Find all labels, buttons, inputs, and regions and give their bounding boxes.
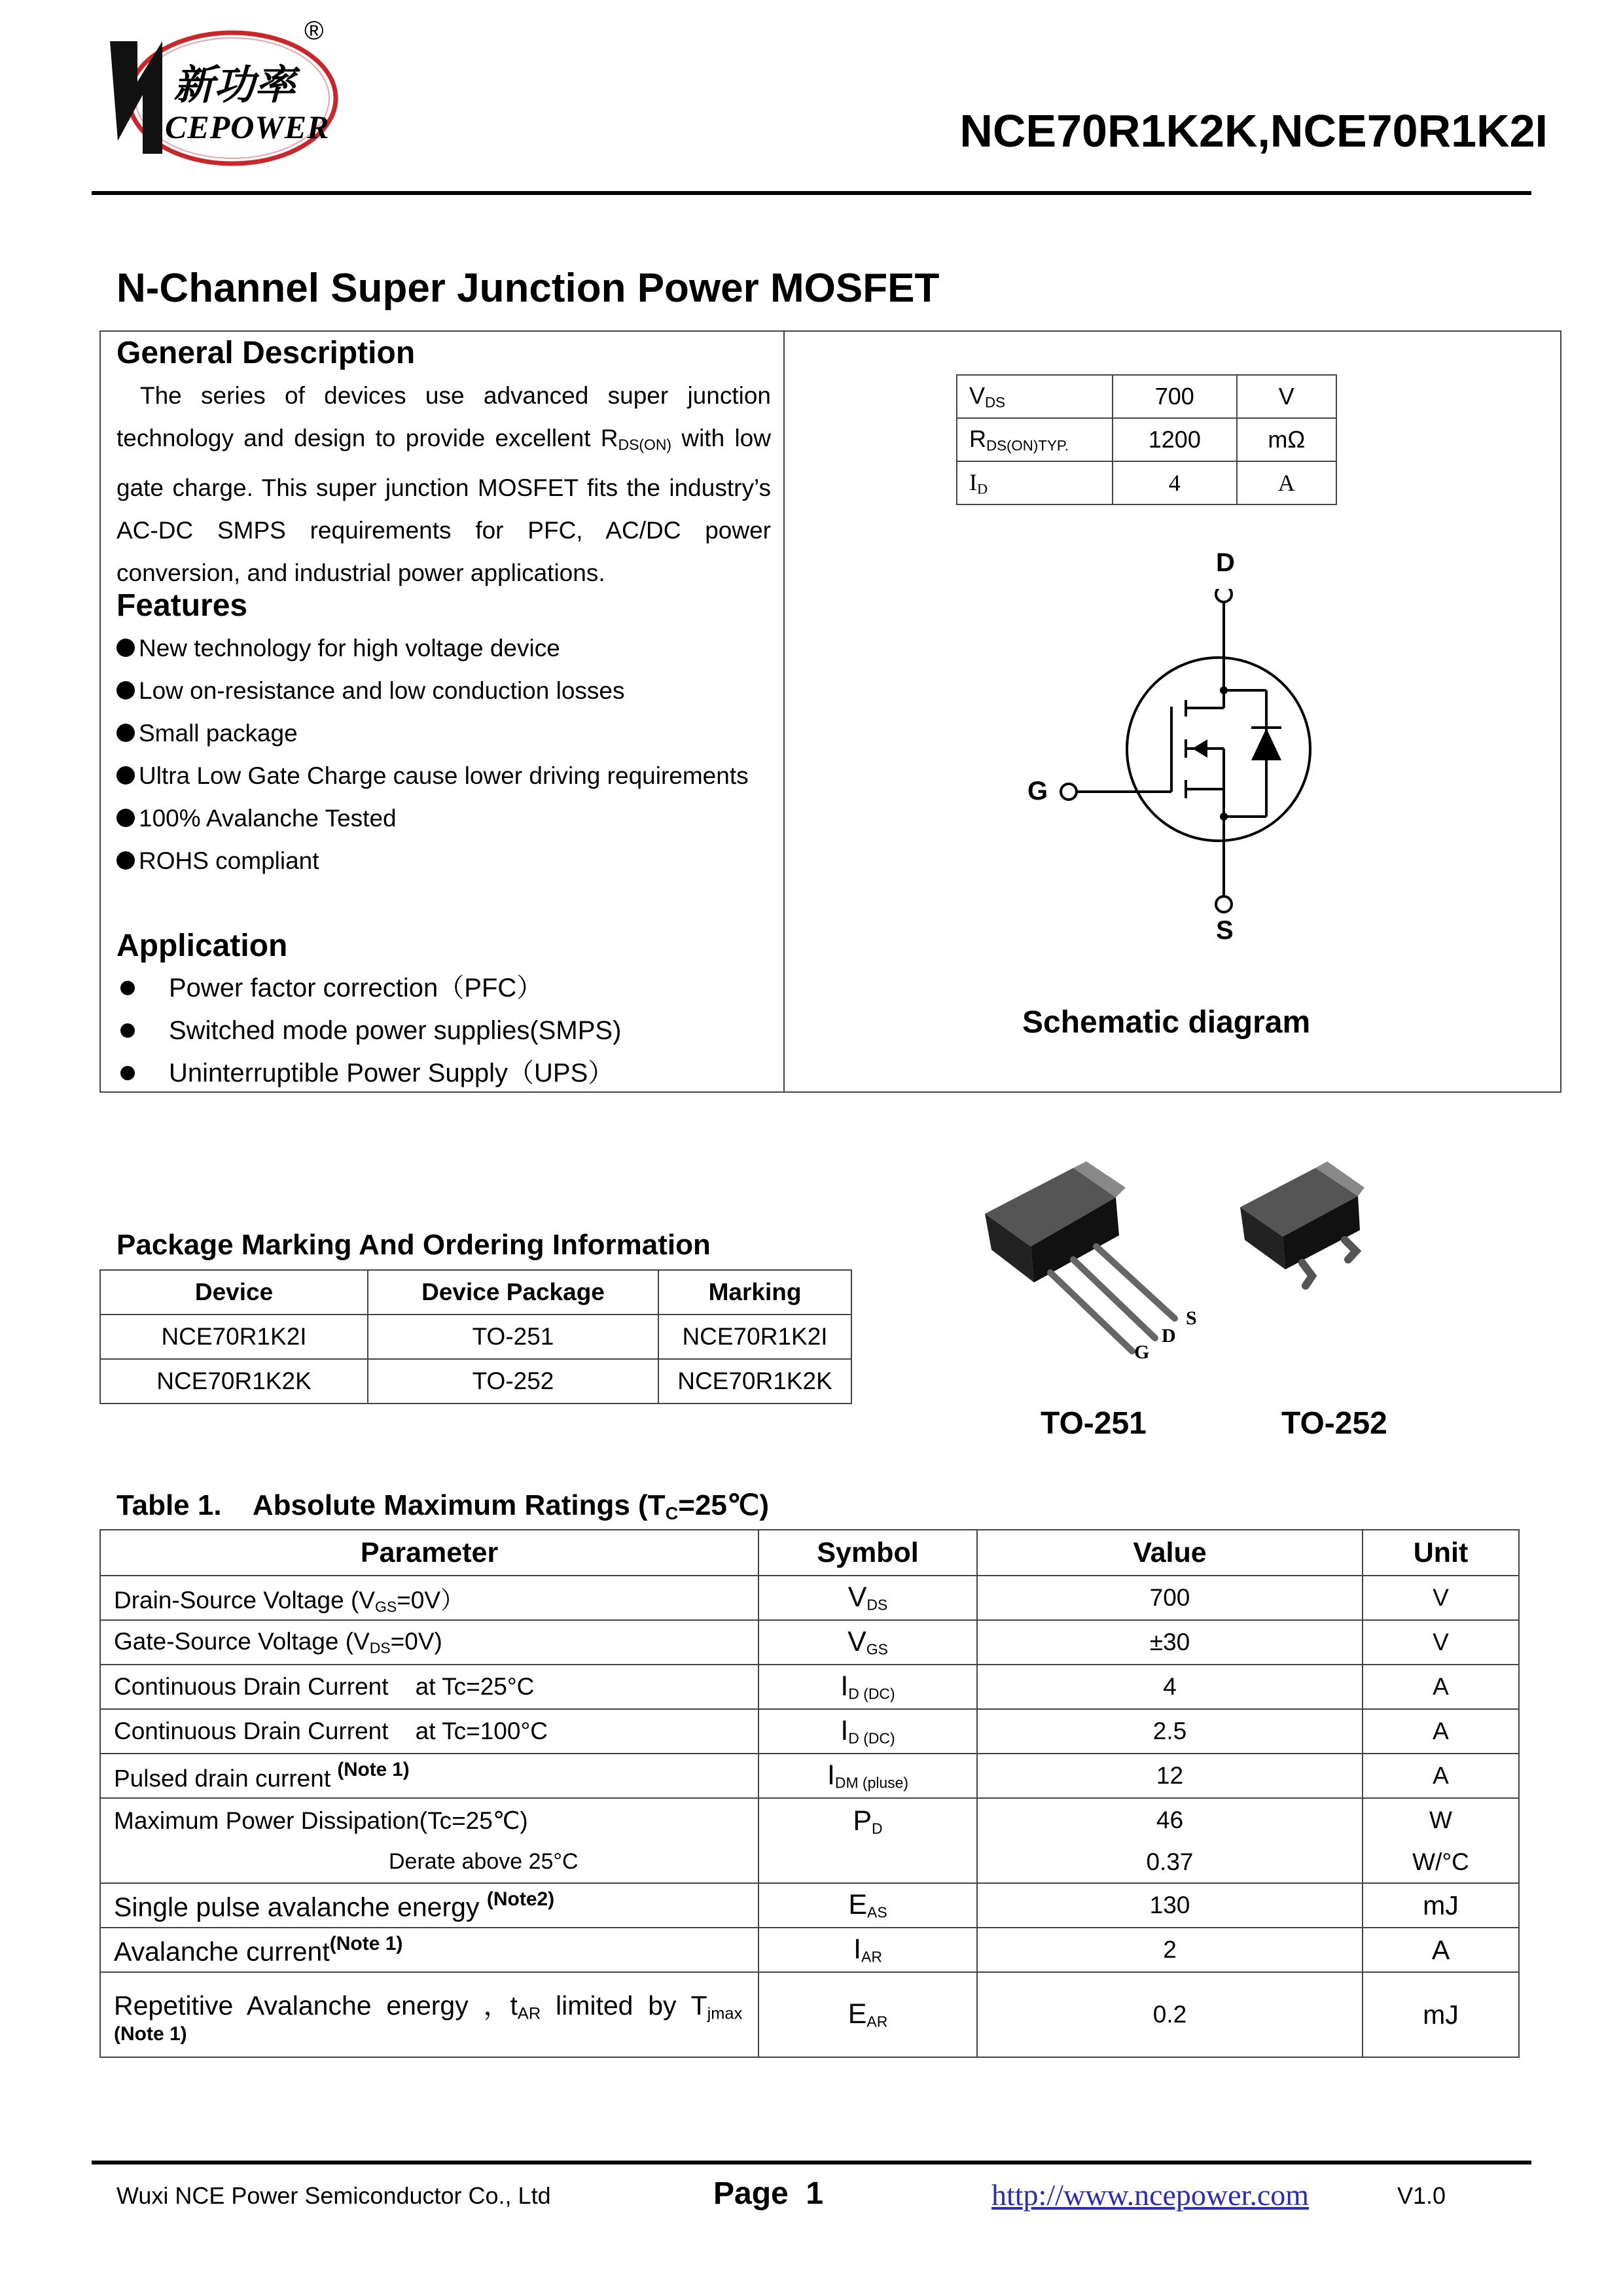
symbol-cell: $I_{D (DC)}$: [758, 1709, 977, 1754]
schematic-caption: Schematic diagram: [1022, 1005, 1311, 1040]
mosfet-schematic: [1021, 589, 1335, 955]
symbol-cell: $E_{AS}$: [758, 1883, 977, 1928]
package-pin-s: S: [1186, 1307, 1197, 1329]
ordering-table: [99, 1269, 852, 1404]
registered-mark: ®: [304, 16, 324, 45]
parameter-cell: Single pulse avalanche energy $^{(Note2)}$: [100, 1883, 758, 1928]
spec-symbol: $R_{DS(ON)TYP.}$: [957, 418, 1113, 461]
parameter-cell: Drain-Source Voltage $(V_{GS}=0V)$: [100, 1576, 758, 1620]
package-pin-g: G: [1134, 1341, 1150, 1363]
table-cell: TO-251: [368, 1315, 658, 1359]
table-row: [100, 1709, 1519, 1754]
bullet-icon: [120, 981, 135, 995]
application-heading: Application: [116, 928, 288, 963]
general-description-heading: General Description: [116, 336, 416, 370]
column-header: Value: [977, 1530, 1363, 1576]
application-item: Uninterruptible Power Supply（UPS）: [116, 1052, 621, 1095]
unit-cell: A: [1363, 1709, 1519, 1754]
key-spec-table: [956, 374, 1337, 505]
unit-cell: mJ: [1363, 1883, 1519, 1928]
symbol-cell: $P_D$: [758, 1798, 977, 1883]
value-cell: 700: [977, 1576, 1363, 1620]
value-cell: 130: [977, 1883, 1363, 1928]
application-item: Switched mode power supplies(SMPS): [116, 1010, 621, 1052]
bullet-icon: [116, 766, 135, 785]
column-header: Marking: [658, 1270, 851, 1315]
table-row: [100, 1620, 1519, 1665]
table-row: [100, 1798, 1519, 1883]
table-row: [100, 1359, 851, 1404]
table-cell: NCE70R1K2K: [100, 1359, 368, 1404]
symbol-cell: $V_{DS}$: [758, 1576, 977, 1620]
parameter-cell: Continuous Drain Current at Tc=100°C: [100, 1709, 758, 1754]
value-cell: 2.5: [977, 1709, 1363, 1754]
unit-cell: A: [1363, 1754, 1519, 1798]
company-logo: [92, 16, 340, 170]
symbol-cell: $E_{AR}$: [758, 1972, 977, 2057]
features-heading: Features: [116, 588, 248, 623]
parameter-cell: Pulsed drain current $^{(Note 1)}$: [100, 1754, 758, 1798]
value-cell: 12: [977, 1754, 1363, 1798]
spec-value: 4: [1113, 461, 1237, 504]
bullet-icon: [116, 681, 135, 699]
ordering-heading: Package Marking And Ordering Information: [116, 1229, 711, 1261]
feature-item: Low on-resistance and low conduction losses: [116, 669, 749, 712]
table-cell: NCE70R1K2K: [658, 1359, 851, 1404]
symbol-cell: $I_{AR}$: [758, 1928, 977, 1972]
column-header: Unit: [1363, 1530, 1519, 1576]
value-cell: 4: [977, 1665, 1363, 1709]
table-row: [100, 1883, 1519, 1928]
application-list: [116, 967, 621, 1095]
value-cell: 0.2: [977, 1972, 1363, 2057]
column-header: Parameter: [100, 1530, 758, 1576]
feature-item: ROHS compliant: [116, 839, 749, 882]
application-item: Power factor correction（PFC）: [116, 967, 621, 1010]
footer-rule: [92, 2161, 1531, 2164]
table-row: [957, 461, 1336, 504]
bullet-icon: [120, 1066, 135, 1080]
unit-cell: A: [1363, 1928, 1519, 1972]
parameter-cell: Gate-Source Voltage $(V_{DS}=0V)$: [100, 1620, 758, 1665]
unit-cell: W W/°C: [1363, 1798, 1519, 1883]
footer-page-number: Page 1: [713, 2176, 824, 2211]
value-cell: ±30: [977, 1620, 1363, 1665]
absolute-maximum-ratings-table: [99, 1529, 1520, 2058]
value-cell: 2: [977, 1928, 1363, 1972]
table-row: [100, 1928, 1519, 1972]
table-cell: NCE70R1K2I: [100, 1315, 368, 1359]
bullet-icon: [120, 1023, 135, 1038]
part-number: NCE70R1K2K,NCE70R1K2I: [959, 105, 1548, 156]
spec-symbol: $V_{DS}$: [957, 375, 1113, 418]
table-row: [957, 375, 1336, 418]
spec-value: 700: [1113, 375, 1237, 418]
table-row: [957, 418, 1336, 461]
table-header-row: [100, 1270, 851, 1315]
header-rule: [92, 191, 1531, 195]
unit-cell: A: [1363, 1665, 1519, 1709]
schematic-pin-g: G: [1027, 777, 1048, 805]
parameter-cell: Avalanche current$^{(Note 1)}$: [100, 1928, 758, 1972]
column-header: Symbol: [758, 1530, 977, 1576]
column-header: Device Package: [368, 1270, 658, 1315]
symbol-cell: $I_{DM (pluse)}$: [758, 1754, 977, 1798]
table-row: [100, 1665, 1519, 1709]
to252-label: TO-252: [1281, 1406, 1387, 1441]
spec-unit: V: [1237, 375, 1336, 418]
features-list: [116, 627, 749, 882]
bullet-icon: [116, 724, 135, 742]
unit-cell: V: [1363, 1576, 1519, 1620]
footer-company: Wuxi NCE Power Semiconductor Co., Ltd: [116, 2182, 551, 2209]
page-title: N-Channel Super Junction Power MOSFET: [116, 266, 940, 311]
general-description-text: The series of devices use advanced super junction technology and design to provide excellent $R_{DS(ON)}$ with low gate charge. This super junction MOSFET fits the industry’s AC-DC SMPS requirements for PFC, AC/DC power conversion, and industrial power applications.: [116, 382, 771, 586]
schematic-pin-s: S: [1216, 916, 1234, 945]
value-cell: 46 0.37: [977, 1798, 1363, 1883]
bullet-icon: [116, 639, 135, 657]
logo-chinese-name: 新功率: [173, 63, 296, 108]
logo-english-name: CEPOWER: [165, 109, 330, 145]
package-pin-d: D: [1162, 1325, 1176, 1347]
unit-cell: mJ: [1363, 1972, 1519, 2057]
feature-item: Ultra Low Gate Charge cause lower driving requirements: [116, 754, 749, 797]
spec-unit: mΩ: [1237, 418, 1336, 461]
feature-item: 100% Avalanche Tested: [116, 797, 749, 839]
schematic-pin-d: D: [1216, 548, 1235, 577]
to251-label: TO-251: [1041, 1406, 1147, 1441]
table-row: [100, 1754, 1519, 1798]
spec-unit: A: [1237, 461, 1336, 504]
symbol-cell: $I_{D (DC)}$: [758, 1665, 977, 1709]
footer-version: V1.0: [1397, 2182, 1446, 2209]
table-cell: NCE70R1K2I: [658, 1315, 851, 1359]
table-row: [100, 1576, 1519, 1620]
overview-divider: [783, 330, 785, 1093]
parameter-cell: Maximum Power Dissipation(Tc=25℃) Derate above 25°C: [100, 1798, 758, 1883]
table-row: [100, 1315, 851, 1359]
table-row: [100, 1972, 1519, 2057]
parameter-cell: Repetitive Avalanche energy ，$t_{AR}$ limited by $T_{jmax}$ (Note 1): [100, 1972, 758, 2057]
amr-title: Table 1. Absolute Maximum Ratings $(T_C=25℃)$: [116, 1489, 769, 1523]
symbol-cell: $V_{GS}$: [758, 1620, 977, 1665]
feature-item: New technology for high voltage device: [116, 627, 749, 669]
parameter-cell: Continuous Drain Current at Tc=25°C: [100, 1665, 758, 1709]
spec-value: 1200: [1113, 418, 1237, 461]
bullet-icon: [116, 809, 135, 827]
column-header: Device: [100, 1270, 368, 1315]
spec-symbol: $I_D$: [957, 461, 1113, 504]
to252-package-image: [1230, 1152, 1427, 1322]
table-cell: TO-252: [368, 1359, 658, 1404]
feature-item: Small package: [116, 712, 749, 754]
unit-cell: V: [1363, 1620, 1519, 1665]
table-header-row: [100, 1530, 1519, 1576]
bullet-icon: [116, 851, 135, 870]
footer-website-link[interactable]: http://www.ncepower.com: [991, 2178, 1310, 2212]
